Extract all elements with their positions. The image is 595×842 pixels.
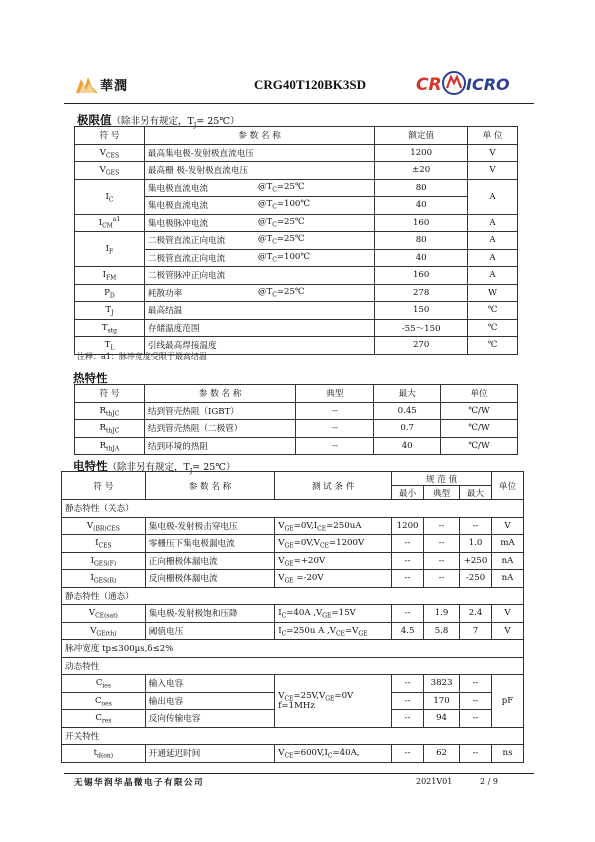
parameter-cell: 正向栅极体漏电流 xyxy=(145,552,274,570)
symbol-cell: $P_D$ xyxy=(75,284,145,302)
condition-cell: $V_{CE}=25V,V_{GE}=0V$ f=1MHz xyxy=(275,675,392,728)
min-cell: -- xyxy=(392,552,424,570)
table-row xyxy=(62,517,524,535)
symbol-cell: $C_{ies}$ xyxy=(62,675,146,693)
typ-cell: -- xyxy=(424,535,460,553)
group-dynamic: 动态特性 xyxy=(62,657,524,675)
header-rule xyxy=(64,103,534,104)
max-cell: -- xyxy=(460,745,492,763)
footer-page-number: 2 / 9 xyxy=(480,777,498,786)
symbol-cell: $I_C$ xyxy=(75,179,145,214)
symbol-cell: $I_{CM}^{a1}$ xyxy=(75,214,145,232)
condition-cell: $V_{GE} =-20V$ xyxy=(275,570,392,588)
parameter-cell: 反向栅极体漏电流 xyxy=(145,570,274,588)
column-header: 典型 xyxy=(424,486,460,500)
symbol-cell: $R_{thJC}$ xyxy=(75,420,145,438)
table-row xyxy=(75,267,518,285)
footer-version: 2021V01 xyxy=(416,777,453,786)
company-logo xyxy=(76,72,128,96)
parameter-cell: 二极管直流正向电流 $@T_C=25℃$ xyxy=(144,232,374,250)
typ-cell: -- xyxy=(296,420,374,438)
rating-cell: 80 xyxy=(375,179,468,197)
min-cell: -- xyxy=(392,745,424,763)
max-cell: 1.0 xyxy=(460,535,492,553)
unit-cell: ℃/W xyxy=(441,437,518,455)
symbol-cell: $C_{res}$ xyxy=(62,710,146,728)
typ-cell: 170 xyxy=(424,692,460,710)
company-logo-icon xyxy=(76,75,98,93)
condition-cell: $V_{GE}=0V,V_{CE}=1200V$ xyxy=(275,535,392,553)
parameter-cell: 结到管壳热阻（IGBT） xyxy=(144,402,296,420)
max-cell: -250 xyxy=(460,570,492,588)
unit-cell: A xyxy=(468,179,518,214)
condition-cell: $V_{GE}=+20V$ xyxy=(275,552,392,570)
column-header: 单位 xyxy=(441,385,518,403)
min-cell: -- xyxy=(392,570,424,588)
column-header: 典型 xyxy=(296,385,374,403)
group-pulse-note: 脉冲宽度 tp≤300µs,δ≤2% xyxy=(62,640,524,658)
symbol-cell: $C_{oes}$ xyxy=(62,692,146,710)
parameter-cell: 集电极直流电流 $@T_C=25℃$ xyxy=(144,179,374,197)
table-row xyxy=(75,402,518,420)
group-static-on: 静态特性（通态） xyxy=(62,587,524,605)
parameter-cell: 集电极直流电流 $@T_C=100℃$ xyxy=(144,197,374,215)
unit-cell: W xyxy=(468,284,518,302)
min-cell: -- xyxy=(392,535,424,553)
section-title-electrical: 电特性（除非另有规定，$T_J=$ 25℃） xyxy=(73,459,236,475)
unit-cell: ℃/W xyxy=(441,420,518,438)
rating-cell: 150 xyxy=(375,302,468,320)
footer-rule xyxy=(64,773,534,774)
column-header: 测 试 条 件 xyxy=(275,472,392,500)
group-row xyxy=(62,657,524,675)
group-row xyxy=(62,727,524,745)
min-cell: 1200 xyxy=(392,517,424,535)
svg-text:CR: CR xyxy=(416,75,442,95)
column-header: 最小 xyxy=(392,486,424,500)
table-row xyxy=(75,214,518,232)
table-row xyxy=(62,745,524,763)
symbol-cell: $V_{GE(th)}$ xyxy=(62,622,146,640)
rating-cell: 80 xyxy=(375,232,468,250)
parameter-cell: 结到管壳热阻（二极管） xyxy=(144,420,296,438)
rating-cell: 270 xyxy=(375,337,468,355)
max-cell: 40 xyxy=(374,437,441,455)
parameter-cell: 最高结温 xyxy=(144,302,374,320)
group-row xyxy=(62,640,524,658)
parameter-cell: 二极管脉冲正向电流 xyxy=(144,267,374,285)
unit-cell: V xyxy=(492,605,524,623)
symbol-cell: $I_{GES(F)}$ xyxy=(62,552,146,570)
max-cell: 0.7 xyxy=(374,420,441,438)
group-switching: 开关特性 xyxy=(62,727,524,745)
rating-cell: -55～150 xyxy=(375,319,468,337)
unit-cell: V xyxy=(492,622,524,640)
section-title-thermal: 热特性 xyxy=(73,371,108,385)
max-cell: -- xyxy=(460,675,492,693)
min-cell: -- xyxy=(392,675,424,693)
symbol-cell: $I_{FM}$ xyxy=(75,267,145,285)
min-cell: -- xyxy=(392,710,424,728)
company-logo-text: 華潤 xyxy=(100,78,129,94)
max-cell: -- xyxy=(460,517,492,535)
column-header: 单 位 xyxy=(468,127,518,145)
group-static-off: 静态特性（关态） xyxy=(62,500,524,518)
table-row xyxy=(75,437,518,455)
parameter-cell: 二极管直流正向电流 $@T_C=100℃$ xyxy=(144,249,374,267)
symbol-cell: $V_{CES}$ xyxy=(75,144,145,162)
unit-cell: ℃ xyxy=(468,319,518,337)
max-cell: -- xyxy=(460,710,492,728)
max-cell: +250 xyxy=(460,552,492,570)
typ-cell: 3823 xyxy=(424,675,460,693)
symbol-cell: $I_{GES(R)}$ xyxy=(62,570,146,588)
parameter-cell: 零栅压下集电极漏电流 xyxy=(145,535,274,553)
unit-cell: nA xyxy=(492,552,524,570)
table-row xyxy=(62,622,524,640)
table-row xyxy=(75,284,518,302)
max-cell: 2.4 xyxy=(460,605,492,623)
page-header xyxy=(64,66,534,104)
unit-cell: A xyxy=(468,214,518,232)
min-cell: -- xyxy=(392,605,424,623)
svg-text:ICRO: ICRO xyxy=(466,75,510,94)
rating-cell: 160 xyxy=(375,267,468,285)
table-row xyxy=(62,605,524,623)
table-row xyxy=(75,302,518,320)
table-row xyxy=(62,675,524,693)
table-row xyxy=(62,570,524,588)
condition-cell: $V_{CE}=600V,I_C=40A$, xyxy=(275,745,392,763)
abs-max-note: 注释：a1：脉冲宽度受限于最高结温 xyxy=(77,352,207,361)
parameter-cell: 引线最高焊接温度 xyxy=(144,337,374,355)
typ-cell: 5.8 xyxy=(424,622,460,640)
rating-cell: 1200 xyxy=(375,144,468,162)
unit-cell: A xyxy=(468,267,518,285)
symbol-cell: $t_{d(on)}$ xyxy=(62,745,146,763)
symbol-cell: $V_{(BR)CES}$ xyxy=(62,517,146,535)
symbol-cell: $V_{GES}$ xyxy=(75,162,145,180)
unit-cell: A xyxy=(468,249,518,267)
parameter-cell: 耗散功率 $@T_C=25℃$ xyxy=(144,284,374,302)
table-row xyxy=(62,535,524,553)
column-header: 符 号 xyxy=(75,385,145,403)
column-header: 参 数 名 称 xyxy=(144,127,374,145)
condition-cell: $V_{GE}=0V,I_{CE}=250uA$ xyxy=(275,517,392,535)
symbol-cell: $T_{stg}$ xyxy=(75,319,145,337)
table-header-row xyxy=(75,127,518,145)
table-header-row xyxy=(75,385,518,403)
rating-cell: 40 xyxy=(375,249,468,267)
typ-cell: -- xyxy=(424,517,460,535)
parameter-cell: 开通延迟时间 xyxy=(145,745,274,763)
parameter-cell: 集电极-发射极击穿电压 xyxy=(145,517,274,535)
unit-cell: V xyxy=(468,162,518,180)
typ-cell: -- xyxy=(424,552,460,570)
column-header: 参 数 名 称 xyxy=(144,385,296,403)
symbol-cell: $I_{CES}$ xyxy=(62,535,146,553)
table-row xyxy=(75,144,518,162)
unit-cell: mA xyxy=(492,535,524,553)
footer-company: 无锡华润华晶微电子有限公司 xyxy=(74,778,205,788)
table-row xyxy=(75,319,518,337)
rating-cell: 278 xyxy=(375,284,468,302)
unit-cell: pF xyxy=(492,675,524,728)
parameter-cell: 集电极-发射极饱和压降 xyxy=(145,605,274,623)
column-header: 最大 xyxy=(460,486,492,500)
max-cell: 7 xyxy=(460,622,492,640)
table-row xyxy=(75,162,518,180)
unit-cell: A xyxy=(468,232,518,250)
condition-cell: $I_C=250u$ A $,V_{CE}=V_{GE}$ xyxy=(275,622,392,640)
typ-cell: 62 xyxy=(424,745,460,763)
symbol-cell: $V_{CE(sat)}$ xyxy=(62,605,146,623)
thermal-table xyxy=(74,384,518,455)
abs-max-table xyxy=(74,126,518,355)
group-row xyxy=(62,587,524,605)
max-cell: 0.45 xyxy=(374,402,441,420)
unit-cell: ℃/W xyxy=(441,402,518,420)
min-cell: -- xyxy=(392,692,424,710)
unit-cell: V xyxy=(492,517,524,535)
column-header: 符 号 xyxy=(62,472,146,500)
typ-cell: 1.9 xyxy=(424,605,460,623)
max-cell: -- xyxy=(460,692,492,710)
symbol-cell: $R_{thJA}$ xyxy=(75,437,145,455)
parameter-cell: 最高集电极-发射极直流电压 xyxy=(144,144,374,162)
symbol-cell: $R_{thJC}$ xyxy=(75,402,145,420)
condition-cell: $I_C=40A$ $,V_{GE}=15V$ xyxy=(275,605,392,623)
rating-cell: 40 xyxy=(375,197,468,215)
document-title: CRG40T120BK3SD xyxy=(254,77,366,92)
parameter-cell: 输入电容 xyxy=(145,675,274,693)
table-row xyxy=(62,552,524,570)
unit-cell: V xyxy=(468,144,518,162)
parameter-cell: 结到环境的热阻 xyxy=(144,437,296,455)
min-cell: 4.5 xyxy=(392,622,424,640)
symbol-cell: $T_J$ xyxy=(75,302,145,320)
table-row xyxy=(75,179,518,197)
table-row xyxy=(75,232,518,250)
unit-cell: ns xyxy=(492,745,524,763)
unit-cell: ℃ xyxy=(468,302,518,320)
column-header: 单位 xyxy=(492,472,524,500)
rating-cell: 160 xyxy=(375,214,468,232)
parameter-cell: 反向传输电容 xyxy=(145,710,274,728)
crmicro-logo-icon xyxy=(414,70,524,96)
electrical-table xyxy=(61,471,524,763)
parameter-cell: 输出电容 xyxy=(145,692,274,710)
column-header: 规 范 值 xyxy=(392,472,492,486)
typ-cell: -- xyxy=(296,402,374,420)
table-row xyxy=(75,420,518,438)
parameter-cell: 最高栅 极-发射极直流电压 xyxy=(144,162,374,180)
symbol-cell: $I_F$ xyxy=(75,232,145,267)
table-header-row xyxy=(62,472,524,486)
rating-cell: ±20 xyxy=(375,162,468,180)
unit-cell: nA xyxy=(492,570,524,588)
column-header: 参 数 名 称 xyxy=(145,472,274,500)
parameter-cell: 集电极脉冲电流 $@T_C=25℃$ xyxy=(144,214,374,232)
parameter-cell: 阈值电压 xyxy=(145,622,274,640)
column-header: 最大 xyxy=(374,385,441,403)
unit-cell: ℃ xyxy=(468,337,518,355)
symbol-cell: $T_L$ xyxy=(75,337,145,355)
typ-cell: 94 xyxy=(424,710,460,728)
column-header: 额定值 xyxy=(375,127,468,145)
section-title-abs-max: 极限值（除非另有规定，$T_J=$ 25℃） xyxy=(77,113,240,129)
group-row xyxy=(62,500,524,518)
typ-cell: -- xyxy=(424,570,460,588)
column-header: 符 号 xyxy=(75,127,145,145)
parameter-cell: 存储温度范围 xyxy=(144,319,374,337)
typ-cell: -- xyxy=(296,437,374,455)
